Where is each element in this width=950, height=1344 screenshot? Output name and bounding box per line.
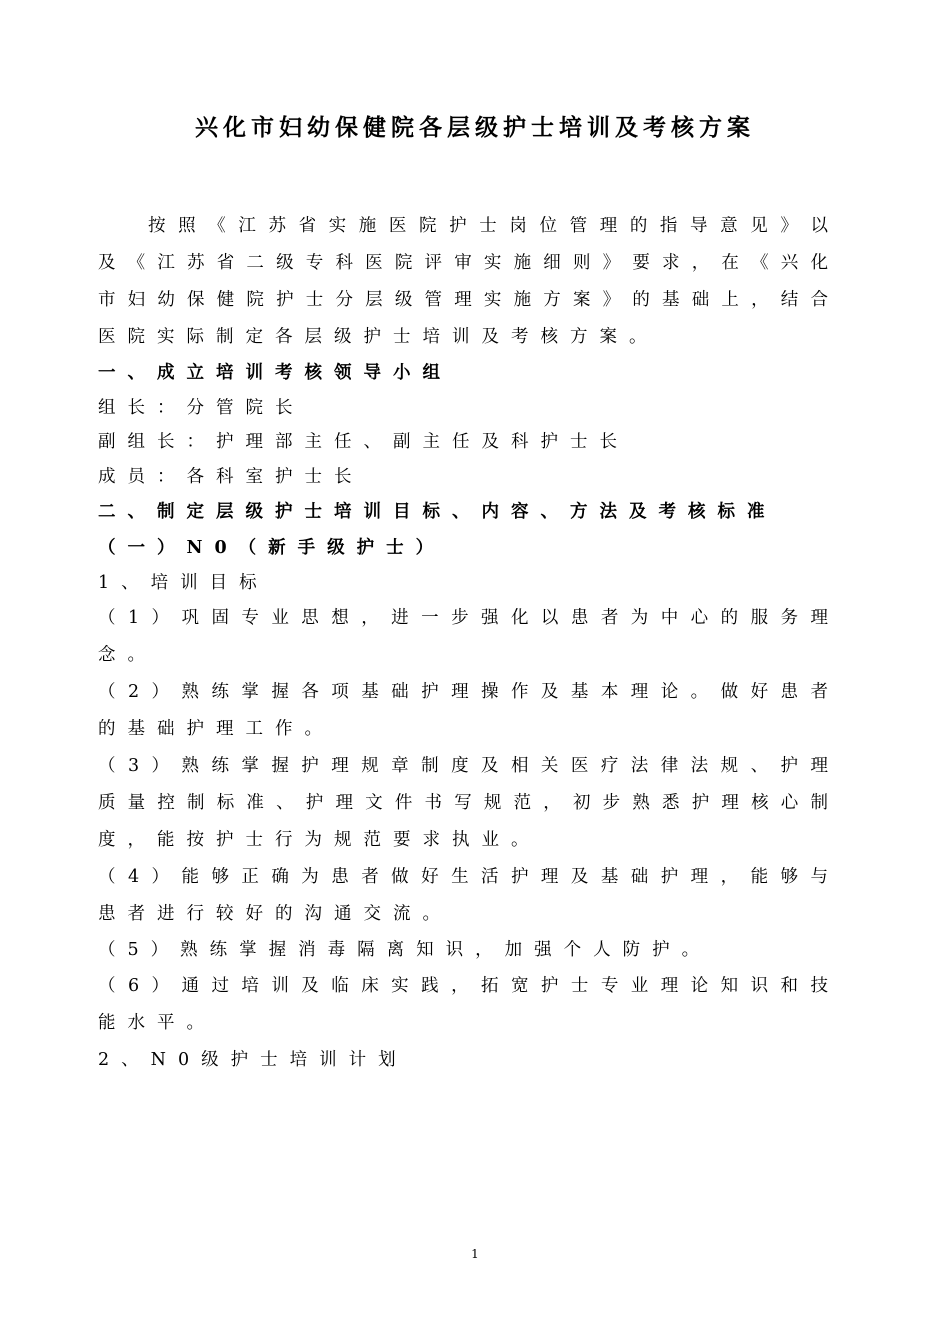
training-goal-item: （5）熟练掌握消毒隔离知识，加强个人防护。: [98, 940, 712, 960]
group-leader-line: 组长：分管院长: [98, 397, 305, 418]
item-heading-training-plan: 2、N0级护士培训计划: [98, 1049, 408, 1070]
training-goal-item: （4）能够正确为患者做好生活护理及基础护理，能够与患者进行较好的沟通交流。: [98, 867, 840, 924]
item-heading-training-goals: 1、培训目标: [98, 572, 269, 593]
section-heading-leadership-group: 一、成立培训考核领导小组: [98, 363, 452, 383]
members-line: 成员：各科室护士长: [98, 466, 364, 487]
training-goal-item: （3）熟练掌握护理规章制度及相关医疗法律法规、护理质量控制标准、护理文件书写规范，初步熟悉护理核心制度，能按护士行为规范要求执业。: [98, 756, 840, 850]
subsection-heading-n0: （一）N0（新手级护士）: [98, 538, 446, 558]
training-goal-item: （2）熟练掌握各项基础护理操作及基本理论。做好患者的基础护理工作。: [98, 682, 840, 739]
training-goal-item: （1）巩固专业思想，进一步强化以患者为中心的服务理念。: [98, 608, 840, 665]
section-heading-training-standards: 二、制定层级护士培训目标、内容、方法及考核标准: [98, 502, 777, 522]
training-goal-item: （6）通过培训及临床实践，拓宽护士专业理论知识和技能水平。: [98, 975, 840, 1033]
deputy-leader-line: 副组长：护理部主任、副主任及科护士长: [98, 432, 629, 452]
document-body: [98, 208, 840, 1079]
page-number: 1: [471, 1247, 479, 1261]
intro-paragraph: 按照《江苏省实施医院护士岗位管理的指导意见》以及《江苏省二级专科医院评审实施细则》要求，在《兴化市妇幼保健院护士分层级管理实施方案》的基础上，结合医院实际制定各层级护士培训及考核方案。: [98, 216, 840, 347]
document-title: 兴化市妇幼保健院各层级护士培训及考核方案: [195, 114, 755, 141]
